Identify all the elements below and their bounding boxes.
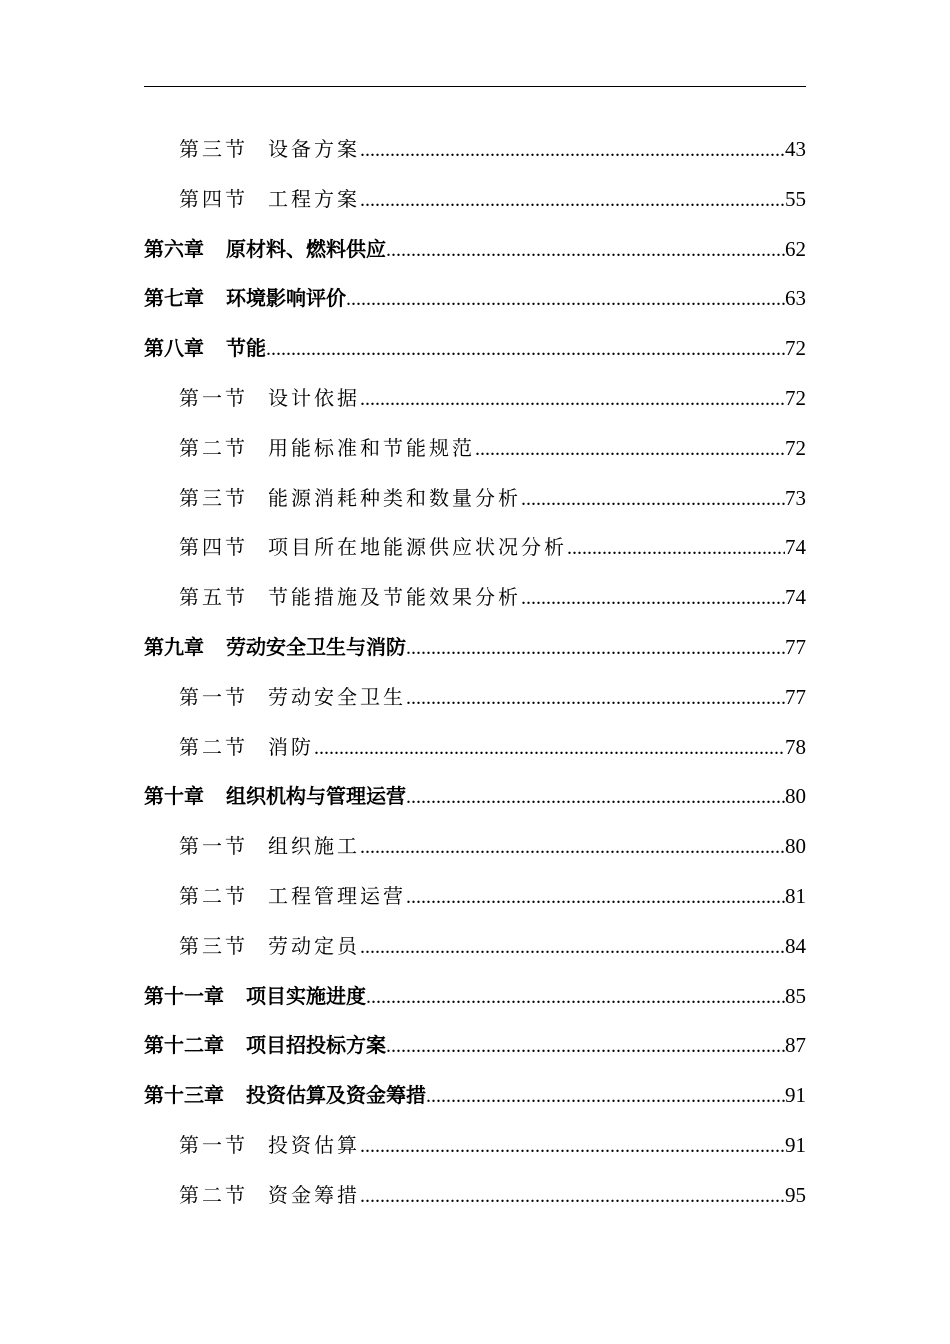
toc-section-entry[interactable] <box>144 1171 806 1221</box>
entry-page-number: 87 <box>785 1033 806 1058</box>
dot-leader <box>366 973 785 1023</box>
entry-title: 设计依据 <box>268 385 360 410</box>
entry-title: 环境影响评价 <box>226 286 346 311</box>
toc-chapter-entry[interactable] <box>144 274 806 324</box>
toc-section-entry[interactable] <box>144 1121 806 1171</box>
toc-chapter-entry[interactable] <box>144 225 806 275</box>
entry-title: 能源消耗种类和数量分析 <box>268 485 521 510</box>
toc-section-entry[interactable] <box>144 175 806 225</box>
entry-number: 第一节 <box>179 1132 248 1157</box>
entry-page-number: 84 <box>785 933 806 958</box>
entry-page-number: 81 <box>785 883 806 908</box>
entry-number: 第九章 <box>144 634 204 659</box>
dot-leader <box>567 524 785 574</box>
toc-section-entry[interactable] <box>144 673 806 723</box>
entry-title: 节能措施及节能效果分析 <box>268 585 521 610</box>
dot-leader <box>360 923 785 973</box>
entry-number: 第二节 <box>179 883 248 908</box>
entry-title: 设备方案 <box>268 137 360 161</box>
entry-page-number: 74 <box>785 535 806 560</box>
entry-title: 投资估算及资金筹措 <box>246 1083 426 1108</box>
entry-number: 第三节 <box>179 485 248 510</box>
entry-title: 项目实施进度 <box>246 983 366 1008</box>
entry-title: 项目招投标方案 <box>246 1033 386 1058</box>
entry-page-number: 91 <box>785 1132 806 1157</box>
entry-title: 工程管理运营 <box>268 883 406 908</box>
dot-leader <box>406 873 785 923</box>
toc-chapter-entry[interactable] <box>144 324 806 374</box>
entry-title: 劳动定员 <box>268 933 360 958</box>
dot-leader <box>406 773 785 823</box>
dot-leader <box>521 475 785 525</box>
entry-title: 投资估算 <box>268 1132 360 1157</box>
entry-page-number: 74 <box>785 585 806 610</box>
toc-section-entry[interactable] <box>144 474 806 524</box>
toc-section-entry[interactable] <box>144 374 806 424</box>
toc-chapter-entry[interactable] <box>144 1021 806 1071</box>
entry-number: 第十三章 <box>144 1083 224 1108</box>
table-of-contents <box>144 125 806 1221</box>
dot-leader <box>406 674 785 724</box>
entry-title: 消防 <box>268 734 314 759</box>
entry-page-number: 80 <box>785 784 806 809</box>
entry-page-number: 85 <box>785 983 806 1008</box>
entry-number: 第二节 <box>179 435 248 460</box>
entry-page-number: 73 <box>785 485 806 510</box>
header-rule <box>144 86 806 87</box>
dot-leader <box>360 1172 785 1222</box>
toc-chapter-entry[interactable] <box>144 1071 806 1121</box>
dot-leader <box>360 176 785 226</box>
dot-leader <box>386 226 785 276</box>
entry-number: 第一节 <box>179 684 248 709</box>
entry-title: 资金筹措 <box>268 1182 360 1207</box>
entry-page-number: 77 <box>785 634 806 659</box>
entry-title: 项目所在地能源供应状况分析 <box>268 535 567 560</box>
entry-number: 第五节 <box>179 585 248 610</box>
entry-title: 用能标准和节能规范 <box>268 435 475 460</box>
dot-leader <box>346 275 785 325</box>
toc-chapter-entry[interactable] <box>144 623 806 673</box>
entry-page-number: 43 <box>785 137 806 161</box>
entry-title: 节能 <box>226 336 266 361</box>
entry-title: 组织施工 <box>268 834 360 859</box>
entry-number: 第八章 <box>144 336 204 361</box>
entry-title: 原材料、燃料供应 <box>226 236 386 261</box>
entry-page-number: 72 <box>785 385 806 410</box>
entry-page-number: 72 <box>785 435 806 460</box>
toc-section-entry[interactable] <box>144 922 806 972</box>
entry-title: 组织机构与管理运营 <box>226 784 406 809</box>
entry-number: 第三节 <box>179 933 248 958</box>
entry-page-number: 63 <box>785 286 806 311</box>
entry-number: 第一节 <box>179 385 248 410</box>
dot-leader <box>266 325 785 375</box>
entry-number: 第一节 <box>179 834 248 859</box>
entry-page-number: 72 <box>785 336 806 361</box>
entry-number: 第七章 <box>144 286 204 311</box>
toc-chapter-entry[interactable] <box>144 972 806 1022</box>
entry-page-number: 62 <box>785 236 806 261</box>
toc-section-entry[interactable] <box>144 424 806 474</box>
toc-section-entry[interactable] <box>144 723 806 773</box>
toc-chapter-entry[interactable] <box>144 772 806 822</box>
entry-title: 劳动安全卫生 <box>268 684 406 709</box>
entry-page-number: 91 <box>785 1083 806 1108</box>
entry-page-number: 80 <box>785 834 806 859</box>
entry-number: 第十一章 <box>144 983 224 1008</box>
entry-number: 第十章 <box>144 784 204 809</box>
entry-title: 劳动安全卫生与消防 <box>226 634 406 659</box>
entry-title: 工程方案 <box>268 186 360 211</box>
entry-number: 第二节 <box>179 734 248 759</box>
entry-number: 第四节 <box>179 535 248 560</box>
toc-section-entry[interactable] <box>144 872 806 922</box>
entry-page-number: 78 <box>785 734 806 759</box>
entry-number: 第四节 <box>179 186 248 211</box>
dot-leader <box>521 574 785 624</box>
entry-page-number: 95 <box>785 1182 806 1207</box>
entry-page-number: 55 <box>785 186 806 211</box>
entry-number: 第二节 <box>179 1182 248 1207</box>
dot-leader <box>475 425 785 475</box>
toc-section-entry[interactable] <box>144 822 806 872</box>
entry-number: 第三节 <box>179 137 248 161</box>
toc-section-entry[interactable] <box>144 523 806 573</box>
dot-leader <box>314 724 785 774</box>
toc-section-entry[interactable] <box>144 125 806 175</box>
toc-section-entry[interactable] <box>144 573 806 623</box>
dot-leader <box>360 126 785 176</box>
dot-leader <box>406 624 785 674</box>
entry-number: 第六章 <box>144 236 204 261</box>
dot-leader <box>360 823 785 873</box>
dot-leader <box>426 1072 785 1122</box>
entry-number: 第十二章 <box>144 1033 224 1058</box>
dot-leader <box>386 1022 785 1072</box>
dot-leader <box>360 375 785 425</box>
dot-leader <box>360 1122 785 1172</box>
entry-page-number: 77 <box>785 684 806 709</box>
